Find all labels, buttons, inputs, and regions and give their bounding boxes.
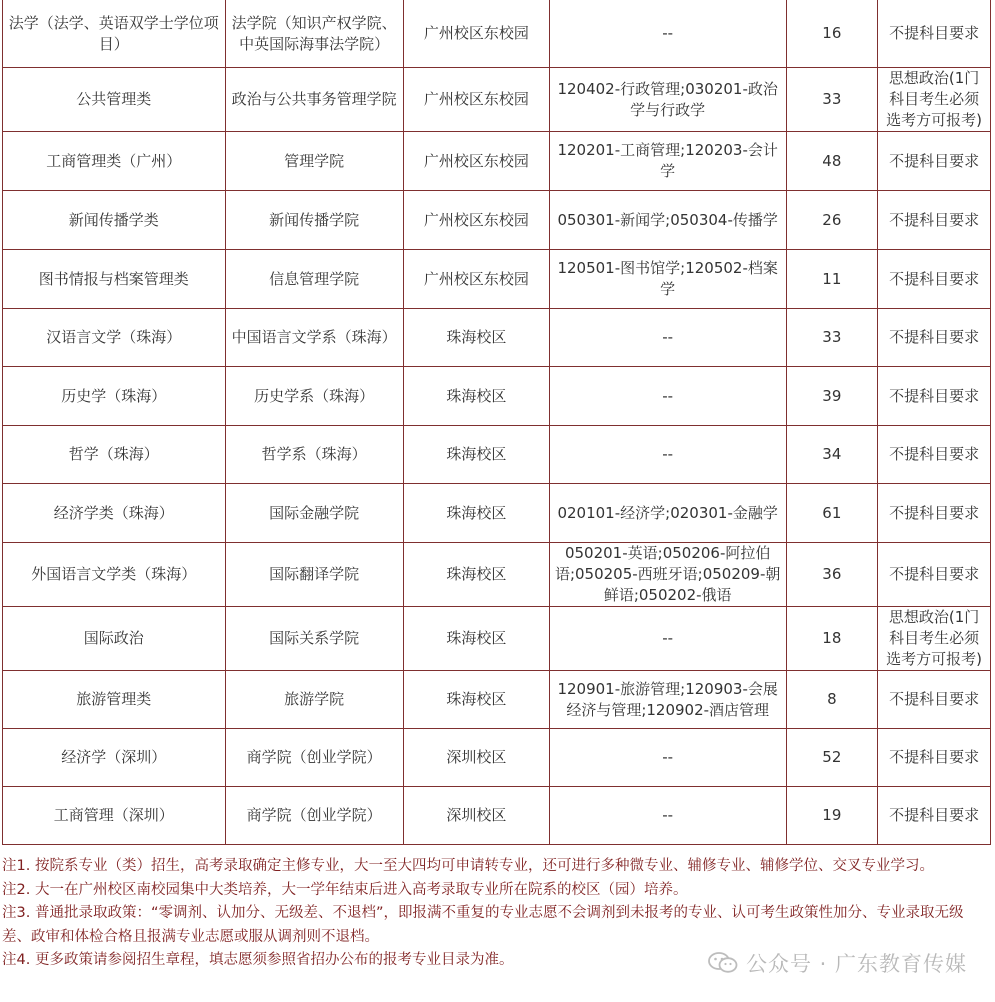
subject-requirement-cell: 思想政治(1门科目考生必须选考方可报考): [878, 68, 991, 132]
campus-cell: 珠海校区: [403, 607, 549, 671]
subject-requirement-cell: 不提科目要求: [878, 671, 991, 729]
note-4: 注4. 更多政策请参阅招生章程，填志愿须参照省招办公布的报考专业目录为准。: [2, 952, 514, 968]
quota-cell: 39: [786, 367, 878, 426]
quota-cell: 34: [786, 426, 878, 484]
college-cell: 国际翻译学院: [225, 543, 403, 607]
campus-cell: 广州校区东校园: [403, 132, 549, 191]
college-cell: 商学院（创业学院）: [225, 787, 403, 845]
major-cell: 图书情报与档案管理类: [3, 250, 226, 309]
table-row: [3, 607, 991, 671]
table-row: [3, 0, 991, 68]
campus-cell: 深圳校区: [403, 729, 549, 787]
watermark: [708, 948, 967, 978]
major-cell: 经济学类（珠海）: [3, 484, 226, 543]
quota-cell: 48: [786, 132, 878, 191]
codes-cell: --: [549, 0, 786, 68]
campus-cell: 广州校区东校园: [403, 250, 549, 309]
note-3: 注3. 普通批录取政策：“零调剂、认加分、无级差、不退档”，即报满不重复的专业志愿不会调剂到未报考的专业、认可考生政策性加分、专业录取无级差、政审和体检合格且报满专业志愿或服从调剂则不退档。: [2, 905, 964, 945]
college-cell: 法学院（知识产权学院、中英国际海事法学院）: [225, 0, 403, 68]
college-cell: 国际金融学院: [225, 484, 403, 543]
major-cell: 公共管理类: [3, 68, 226, 132]
campus-cell: 广州校区东校园: [403, 68, 549, 132]
campus-cell: 珠海校区: [403, 309, 549, 367]
campus-cell: 珠海校区: [403, 367, 549, 426]
major-cell: 旅游管理类: [3, 671, 226, 729]
major-cell: 法学（法学、英语双学士学位项目）: [3, 0, 226, 68]
major-cell: 工商管理（深圳）: [3, 787, 226, 845]
codes-cell: --: [549, 729, 786, 787]
subject-requirement-cell: 不提科目要求: [878, 0, 991, 68]
quota-cell: 33: [786, 309, 878, 367]
table-row: [3, 309, 991, 367]
campus-cell: 珠海校区: [403, 543, 549, 607]
college-cell: 哲学系（珠海）: [225, 426, 403, 484]
major-cell: 国际政治: [3, 607, 226, 671]
college-cell: 中国语言文学系（珠海）: [225, 309, 403, 367]
quota-cell: 33: [786, 68, 878, 132]
subject-requirement-cell: 不提科目要求: [878, 787, 991, 845]
codes-cell: 120402-行政管理;030201-政治学与行政学: [549, 68, 786, 132]
quota-cell: 19: [786, 787, 878, 845]
admissions-table: [2, 0, 991, 845]
note-1: 注1. 按院系专业（类）招生，高考录取确定主修专业，大一至大四均可申请转专业，还可进行多种微专业、辅修专业、辅修学位、交叉专业学习。: [2, 858, 934, 874]
college-cell: 国际关系学院: [225, 607, 403, 671]
major-cell: 新闻传播学类: [3, 191, 226, 250]
subject-requirement-cell: 不提科目要求: [878, 543, 991, 607]
watermark-text: 公众号 · 广东教育传媒: [745, 952, 967, 976]
quota-cell: 18: [786, 607, 878, 671]
major-cell: 经济学（深圳）: [3, 729, 226, 787]
table-row: [3, 250, 991, 309]
subject-requirement-cell: 不提科目要求: [878, 132, 991, 191]
subject-requirement-cell: 不提科目要求: [878, 309, 991, 367]
codes-cell: --: [549, 426, 786, 484]
quota-cell: 61: [786, 484, 878, 543]
codes-cell: 050201-英语;050206-阿拉伯语;050205-西班牙语;050209-朝鲜语;050202-俄语: [549, 543, 786, 607]
major-cell: 汉语言文学（珠海）: [3, 309, 226, 367]
codes-cell: 120201-工商管理;120203-会计学: [549, 132, 786, 191]
campus-cell: 珠海校区: [403, 426, 549, 484]
table-row: [3, 426, 991, 484]
quota-cell: 36: [786, 543, 878, 607]
table-row: [3, 191, 991, 250]
codes-cell: --: [549, 787, 786, 845]
quota-cell: 52: [786, 729, 878, 787]
table-row: [3, 787, 991, 845]
college-cell: 新闻传播学院: [225, 191, 403, 250]
major-cell: 历史学（珠海）: [3, 367, 226, 426]
quota-cell: 8: [786, 671, 878, 729]
college-cell: 商学院（创业学院）: [225, 729, 403, 787]
college-cell: 政治与公共事务管理学院: [225, 68, 403, 132]
subject-requirement-cell: 不提科目要求: [878, 191, 991, 250]
college-cell: 旅游学院: [225, 671, 403, 729]
subject-requirement-cell: 不提科目要求: [878, 250, 991, 309]
table-row: [3, 671, 991, 729]
codes-cell: --: [549, 607, 786, 671]
subject-requirement-cell: 不提科目要求: [878, 426, 991, 484]
table-row: [3, 729, 991, 787]
table-row: [3, 367, 991, 426]
codes-cell: 120501-图书馆学;120502-档案学: [549, 250, 786, 309]
college-cell: 管理学院: [225, 132, 403, 191]
codes-cell: 120901-旅游管理;120903-会展经济与管理;120902-酒店管理: [549, 671, 786, 729]
table-row: [3, 484, 991, 543]
note-2: 注2. 大一在广州校区南校园集中大类培养，大一学年结束后进入高考录取专业所在院系的校区（园）培养。: [2, 881, 688, 898]
table-row: [3, 68, 991, 132]
major-cell: 外国语言文学类（珠海）: [3, 543, 226, 607]
subject-requirement-cell: 思想政治(1门科目考生必须选考方可报考): [878, 607, 991, 671]
wechat-icon: [708, 951, 738, 975]
campus-cell: 广州校区东校园: [403, 0, 549, 68]
campus-cell: 深圳校区: [403, 787, 549, 845]
subject-requirement-cell: 不提科目要求: [878, 729, 991, 787]
codes-cell: --: [549, 309, 786, 367]
college-cell: 信息管理学院: [225, 250, 403, 309]
quota-cell: 16: [786, 0, 878, 68]
subject-requirement-cell: 不提科目要求: [878, 484, 991, 543]
codes-cell: 050301-新闻学;050304-传播学: [549, 191, 786, 250]
campus-cell: 广州校区东校园: [403, 191, 549, 250]
quota-cell: 11: [786, 250, 878, 309]
campus-cell: 珠海校区: [403, 671, 549, 729]
subject-requirement-cell: 不提科目要求: [878, 367, 991, 426]
table-row: [3, 543, 991, 607]
codes-cell: --: [549, 367, 786, 426]
quota-cell: 26: [786, 191, 878, 250]
campus-cell: 珠海校区: [403, 484, 549, 543]
major-cell: 哲学（珠海）: [3, 426, 226, 484]
college-cell: 历史学系（珠海）: [225, 367, 403, 426]
codes-cell: 020101-经济学;020301-金融学: [549, 484, 786, 543]
major-cell: 工商管理类（广州）: [3, 132, 226, 191]
table-row: [3, 132, 991, 191]
